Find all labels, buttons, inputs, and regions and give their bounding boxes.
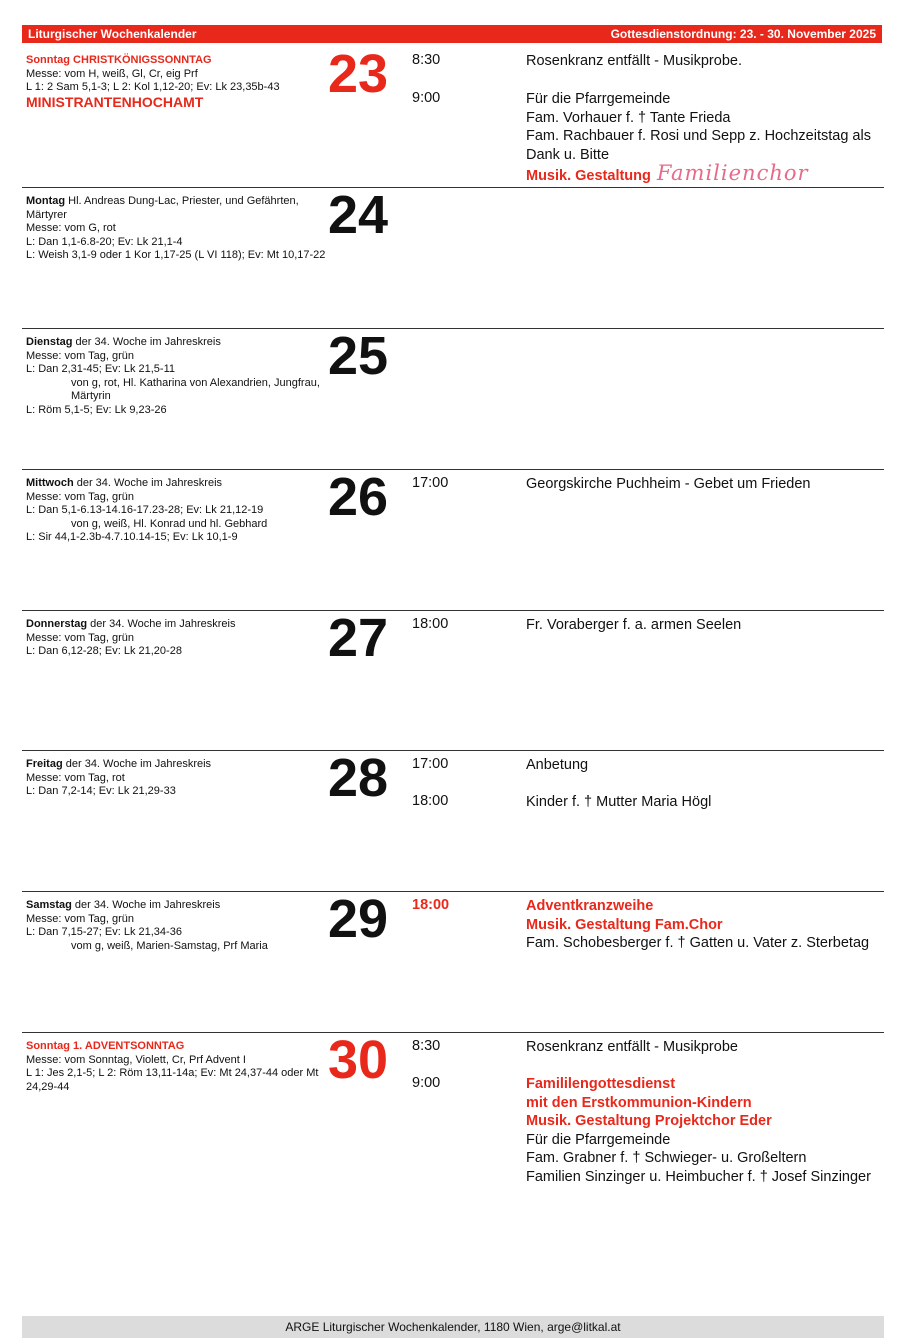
liturgy-line: L: Weish 3,1-9 oder 1 Kor 1,17-25 (L VI 118); Ev: Mt 10,17-22 xyxy=(26,249,326,261)
service-time: 8:30 xyxy=(412,1038,441,1054)
entry-highlight: Musik. Gestaltung Projektchor Eder xyxy=(526,1113,772,1129)
day-separator xyxy=(22,610,884,611)
service-entry xyxy=(526,90,884,186)
service-time: 9:00 xyxy=(412,1075,441,1091)
day-liturgy-info xyxy=(26,618,326,659)
day-row-27 xyxy=(22,610,884,750)
day-number: 24 xyxy=(328,185,389,245)
day-liturgy-info xyxy=(26,195,326,263)
liturgy-line: Messe: vom Tag, rot xyxy=(26,771,125,784)
liturgy-line: L: Dan 2,31-45; Ev: Lk 21,5-11 xyxy=(26,363,175,375)
liturgy-line: L: Dan 1,1-6.8-20; Ev: Lk 21,1-4 xyxy=(26,235,183,248)
day-number: 26 xyxy=(328,467,389,527)
day-weekday: Freitag xyxy=(26,758,63,770)
day-liturgy-info xyxy=(26,899,326,953)
service-time: 18:00 xyxy=(412,897,450,913)
day-row-30 xyxy=(22,1032,884,1302)
liturgy-line: Messe: vom Tag, grün xyxy=(26,631,135,644)
day-separator xyxy=(22,187,884,188)
day-number: 29 xyxy=(328,889,389,949)
day-liturgy-info xyxy=(26,54,326,110)
day-weekday: Dienstag xyxy=(26,336,73,348)
liturgy-line: Messe: vom Tag, grün xyxy=(26,349,135,362)
service-entry xyxy=(526,1075,884,1186)
day-weekday-rest: der 34. Woche im Jahreskreis xyxy=(73,477,223,489)
header-title: Liturgischer Wochenkalender xyxy=(28,27,197,41)
liturgy-line: Messe: vom Tag, grün xyxy=(26,490,135,503)
day-separator xyxy=(22,891,884,892)
day-liturgy-info xyxy=(26,336,326,417)
service-entry: Georgskirche Puchheim - Gebet um Frieden xyxy=(526,476,811,492)
liturgy-line: Messe: vom Sonntag, Violett, Cr, Prf Advent I xyxy=(26,1053,246,1066)
day-number: 27 xyxy=(328,608,389,668)
liturgy-line: L: Sir 44,1-2.3b-4.7.10.14-15; Ev: Lk 10,1-9 xyxy=(26,531,238,543)
service-time: 17:00 xyxy=(412,756,449,772)
day-liturgy-info xyxy=(26,1040,326,1094)
day-separator xyxy=(22,469,884,470)
liturgy-line: Messe: vom G, rot xyxy=(26,222,116,234)
day-weekday-rest: der 34. Woche im Jahreskreis xyxy=(62,758,212,770)
day-liturgy-info xyxy=(26,758,326,799)
service-entry: Kinder f. † Mutter Maria Högl xyxy=(526,794,712,810)
liturgy-alt-line: von g, weiß, Hl. Konrad und hl. Gebhard xyxy=(71,517,268,530)
handwritten-note: Familienchor xyxy=(656,161,809,185)
liturgy-line: L: Röm 5,1-5; Ev: Lk 9,23-26 xyxy=(26,403,167,416)
page-footer: ARGE Liturgischer Wochenkalender, 1180 Wien, arge@litkal.at xyxy=(22,1316,884,1338)
day-row-26 xyxy=(22,469,884,609)
day-row-24 xyxy=(22,187,884,327)
liturgy-highlight: MINISTRANTENHOCHAMT xyxy=(26,93,204,110)
entry-line: Für die Pfarrgemeinde xyxy=(526,1131,671,1148)
liturgy-line: L: Dan 5,1-6.13-14.16-17.23-28; Ev: Lk 21,12-19 xyxy=(26,504,264,516)
day-weekday: Montag xyxy=(26,195,66,207)
service-time: 17:00 xyxy=(412,475,449,491)
day-separator xyxy=(22,1032,884,1033)
day-separator xyxy=(22,328,884,329)
day-weekday: Samstag xyxy=(26,899,72,911)
day-row-28 xyxy=(22,750,884,890)
day-weekday-rest: Hl. Andreas Dung-Lac, Priester, und Gefährten, Märtyrer xyxy=(26,195,299,221)
entry-highlight: mit den Erstkommunion-Kindern xyxy=(526,1094,752,1111)
service-time: 18:00 xyxy=(412,616,449,632)
day-separator xyxy=(22,750,884,751)
liturgy-line: L 1: 2 Sam 5,1-3; L 2: Kol 1,12-20; Ev: Lk 23,35b-43 xyxy=(26,81,280,93)
liturgy-line: L: Dan 7,2-14; Ev: Lk 21,29-33 xyxy=(26,785,176,797)
day-number: 28 xyxy=(328,748,389,808)
service-entry: Rosenkranz entfällt - Musikprobe. xyxy=(526,53,742,69)
entry-line: Fam. Grabner f. † Schwieger- u. Großeltern xyxy=(526,1150,807,1166)
day-row-23 xyxy=(22,46,884,186)
day-row-29 xyxy=(22,891,884,1031)
day-weekday: Sonntag CHRISTKÖNIGSSONNTAG xyxy=(26,54,212,66)
service-entry: Fr. Voraberger f. a. armen Seelen xyxy=(526,617,742,633)
service-entry: Anbetung xyxy=(526,757,589,773)
day-row-25 xyxy=(22,328,884,468)
service-time: 9:00 xyxy=(412,90,441,106)
day-weekday: Sonntag 1. ADVENTSONNTAG xyxy=(26,1040,185,1052)
entry-highlight: Adventkranzweihe xyxy=(526,898,654,914)
entry-highlight: Famililengottesdienst xyxy=(526,1076,676,1092)
service-time: 8:30 xyxy=(412,52,441,68)
liturgy-alt-line: von g, rot, Hl. Katharina von Alexandrien, Jungfrau, Märtyrin xyxy=(71,376,320,402)
music-label: Musik. Gestaltung xyxy=(526,168,651,184)
day-number: 30 xyxy=(328,1030,389,1090)
day-weekday: Mittwoch xyxy=(26,477,74,489)
header-date-range: Gottesdienstordnung: 23. - 30. November 2025 xyxy=(610,27,876,41)
liturgy-alt-line: vom g, weiß, Marien-Samstag, Prf Maria xyxy=(71,939,268,952)
service-entry: Rosenkranz entfällt - Musikprobe xyxy=(526,1039,738,1055)
liturgy-line: L: Dan 7,15-27; Ev: Lk 21,34-36 xyxy=(26,926,182,938)
day-liturgy-info xyxy=(26,477,326,545)
liturgy-line: L 1: Jes 2,1-5; L 2: Röm 13,11-14a; Ev: Mt 24,37-44 oder Mt 24,29-44 xyxy=(26,1067,319,1093)
day-weekday-rest: der 34. Woche im Jahreskreis xyxy=(72,336,221,348)
entry-highlight: Musik. Gestaltung Fam.Chor xyxy=(526,916,723,933)
liturgy-line: Messe: vom Tag, grün xyxy=(26,912,135,925)
entry-line: Fam. Vorhauer f. † Tante Frieda xyxy=(526,109,731,126)
service-time: 18:00 xyxy=(412,793,449,809)
calendar-header xyxy=(22,25,882,43)
day-number: 25 xyxy=(328,326,389,386)
entry-line: Für die Pfarrgemeinde xyxy=(526,91,671,107)
entry-line: Fam. Rachbauer f. Rosi und Sepp z. Hochzeitstag als Dank u. Bitte xyxy=(526,128,871,163)
liturgy-line: Messe: vom H, weiß, Gl, Cr, eig Prf xyxy=(26,67,198,80)
day-weekday-rest: der 34. Woche im Jahreskreis xyxy=(71,899,221,911)
entry-line: Familien Sinzinger u. Heimbucher f. † Josef Sinzinger xyxy=(526,1168,871,1185)
liturgy-line: L: Dan 6,12-28; Ev: Lk 21,20-28 xyxy=(26,645,182,657)
day-weekday-rest: der 34. Woche im Jahreskreis xyxy=(87,618,236,630)
day-weekday: Donnerstag xyxy=(26,618,88,630)
entry-line: Fam. Schobesberger f. † Gatten u. Vater z. Sterbetag xyxy=(526,935,870,951)
service-entry xyxy=(526,897,884,953)
day-number: 23 xyxy=(328,44,389,104)
